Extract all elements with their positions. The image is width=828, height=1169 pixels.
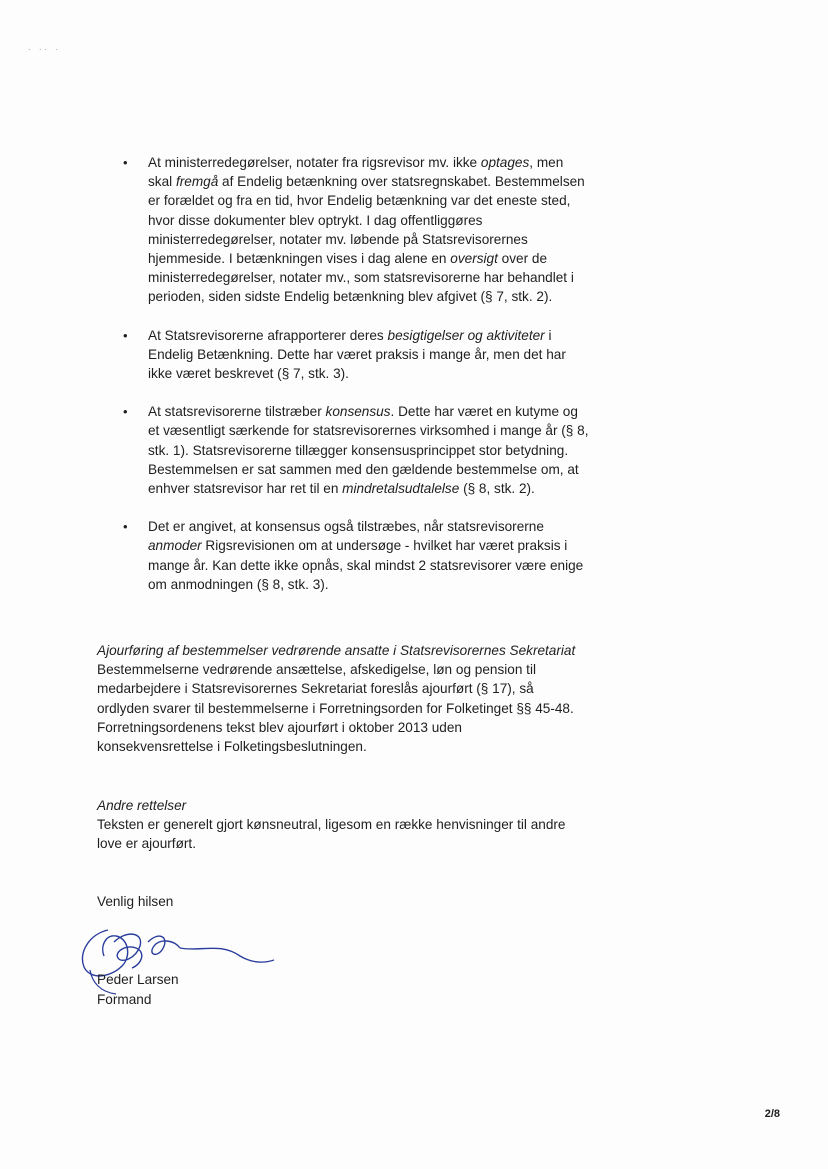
section-body: Teksten er generelt gjort kønsneutral, ligesom en række henvisninger til andre love er ajourført.: [97, 817, 566, 852]
bullet-item: [120, 402, 590, 498]
signer-title: Formand: [97, 992, 152, 1007]
section-other-corrections: [97, 796, 577, 854]
page-number: 2/8: [764, 1108, 780, 1120]
bullet-item: [120, 153, 590, 307]
closing-greeting: Venlig hilsen: [97, 894, 174, 909]
bullet-item: [120, 326, 590, 384]
bullet-text: At ministerredegørelser, notater fra rigsrevisor mv. ikke optages, men skal fremgå af Endelig betænkning over statsregnskabet. Bestemmelsen er forældet og fra en tid, hvor Endelig betænkning var det eneste sted, hvor disse dokumenter blev optrykt. I dag offentliggøres ministerredegørelser, notater mv. løbende på Statsrevisorernes hjemmeside. I betænkningen vises i dag alene en oversigt over de ministerredegørelser, notater mv., som statsrevisorerne har behandlet i perioden, siden sidste Endelig betænkning blev afgivet (§ 7, stk. 2).: [148, 155, 585, 305]
bullet-dot: •: [123, 519, 128, 535]
signer-name: Peder Larsen: [97, 972, 179, 987]
bullet-list: [120, 153, 590, 613]
section-body: Bestemmelserne vedrørende ansættelse, afskedigelse, løn og pension til medarbejdere i Statsrevisorernes Sekretariat foreslås ajourført (§ 17), så ordlyden svarer til bestemmelserne i Forretningsorden for Folketinget §§ 45-48. Forretningsordenens tekst blev ajourført i oktober 2013 uden konsekvensrettelse i Folketingsbeslutningen.: [97, 662, 574, 755]
bullet-dot: •: [123, 155, 128, 170]
section-heading: Andre rettelser: [97, 798, 187, 813]
bullet-dot: •: [123, 327, 128, 343]
bullet-dot: •: [123, 404, 128, 420]
section-staff-provisions: [97, 641, 577, 756]
bullet-item: [120, 517, 590, 594]
bullet-text: Det er angivet, at konsensus også tilstræbes, når statsrevisorerne anmoder Rigsrevisionen om at undersøge - hvilket har været praksis i mange år. Kan dette ikke opnås, skal mindst 2 statsrevisorer være enige om anmodningen (§ 8, stk. 3).: [148, 519, 584, 592]
handwritten-signature: [70, 912, 280, 1002]
bullet-text: At statsrevisorerne tilstræber konsensus. Dette har været en kutyme og et væsentligt særkende for statsrevisorernes virksomhed i mange år (§ 8, stk. 1). Statsrevisorerne tillægger konsensusprincippet stor betydning. Bestemmelsen er sat sammen med den gældende bestemmelse om, at enhver statsrevisor har ret til en mindretalsudtalelse (§ 8, stk. 2).: [148, 404, 589, 497]
bullet-text: At Statsrevisorerne afrapporterer deres besigtigelser og aktiviteter i Endelig Betænkning. Dette har været praksis i mange år, men det har ikke været beskrevet (§ 7, stk. 3).: [148, 327, 566, 382]
section-heading: Ajourføring af bestemmelser vedrørende ansatte i Statsrevisorernes Sekretariat: [97, 643, 576, 658]
scan-marks: . .. .: [28, 42, 62, 52]
